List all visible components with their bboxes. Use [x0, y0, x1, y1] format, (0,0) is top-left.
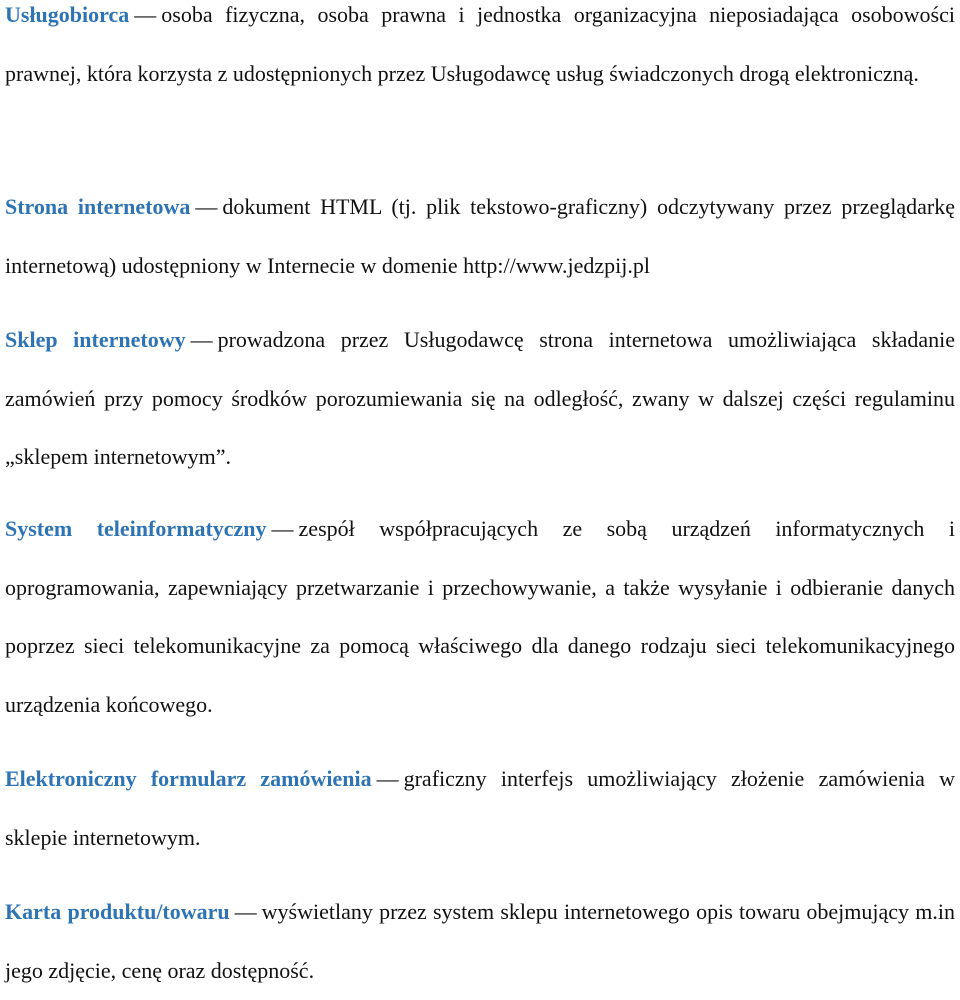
definition-dash: — — [271, 516, 294, 541]
definition-elektroniczny-formularz-zamowienia — [5, 750, 955, 867]
definition-term: Karta produktu/towaru — [5, 899, 230, 924]
definition-term: Strona internetowa — [5, 194, 191, 219]
definition-dash: — — [190, 327, 213, 352]
definition-text: dokument HTML (tj. plik tekstowo-graficzny) odczytywany przez przeglądarkę internetową) udostępniony w Internecie w domenie http://www.jedzpij.pl — [5, 194, 955, 278]
definition-dash: — — [234, 899, 257, 924]
definition-term: Sklep internetowy — [5, 327, 186, 352]
definition-karta-produktu — [5, 883, 955, 1000]
definition-text: zespół współpracujących ze sobą urządzeń informatycznych i oprogramowania, zapewniający przetwarzanie i przechowywanie, a także wysyłanie i odbieranie danych poprzez sieci telekomunikacyjne za pomocą właściwego dla danego rodzaju sieci telekomunikacyjnego urządzenia końcowego. — [5, 516, 955, 717]
definition-dash: — — [134, 2, 157, 27]
definition-term: Elektroniczny formularz zamówienia — [5, 766, 372, 791]
definition-term: System teleinformatyczny — [5, 516, 267, 541]
definition-dash: — — [195, 194, 218, 219]
definition-system-teleinformatyczny — [5, 500, 955, 734]
definition-text: wyświetlany przez system sklepu internetowego opis towaru obejmujący m.in jego zdjęcie, cenę oraz dostępność. — [5, 899, 955, 983]
definition-dash: — — [376, 766, 399, 791]
definition-strona-internetowa — [5, 178, 955, 295]
definition-text: graficzny interfejs umożliwiający złożenie zamówienia w sklepie internetowym. — [5, 766, 955, 850]
definition-text: osoba fizyczna, osoba prawna i jednostka organizacyjna nieposiadająca osobowości prawnej, która korzysta z udostępnionych przez Usługodawcę usług świadczonych drogą elektroniczną. — [5, 2, 955, 86]
definition-term: Usługobiorca — [5, 2, 130, 27]
definition-usługobiorca — [5, 0, 955, 103]
definition-text: prowadzona przez Usługodawcę strona internetowa umożliwiająca składanie zamówień przy pomocy środków porozumiewania się na odległość, zwany w dalszej części regulaminu „sklepem internetowym”. — [5, 327, 955, 469]
definition-sklep-internetowy — [5, 311, 955, 487]
